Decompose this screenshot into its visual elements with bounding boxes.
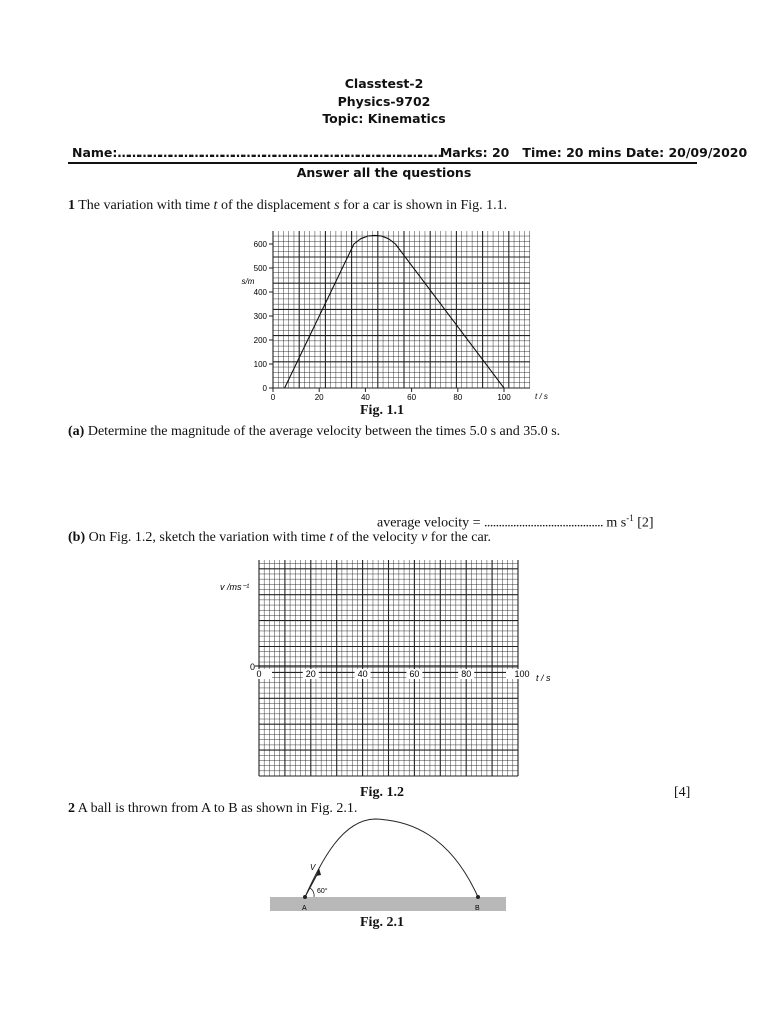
part-a-label: (a) — [68, 424, 85, 439]
x-tick-label: 60 — [407, 393, 417, 402]
q1-stem-text-a: The variation with time — [78, 198, 211, 213]
y-tick-label: 300 — [253, 312, 267, 321]
subject-title: Physics-9702 — [337, 94, 431, 109]
q2-number: 2 — [68, 801, 75, 816]
trajectory — [305, 819, 478, 897]
topic-title: Topic: Kinematics — [322, 111, 446, 126]
fig-1-1-caption: Fig. 1.1 — [360, 403, 404, 418]
y-axis-label: v /ms⁻¹ — [220, 582, 250, 592]
part-b-text-b: of the velocity — [336, 530, 418, 545]
fig-2-1-diagram — [260, 812, 515, 917]
part-b-marks: [4] — [674, 785, 691, 800]
name-label: Name: — [72, 145, 118, 160]
y-tick-label: 0 — [262, 384, 267, 393]
x-tick-label: 20 — [314, 393, 324, 402]
instruction: Answer all the questions — [296, 165, 472, 180]
fig-2-1-caption: Fig. 2.1 — [360, 915, 404, 930]
q2-stem-text: A ball is thrown from A to B as shown in Fig. 2.1. — [77, 801, 358, 816]
y-tick-label: 500 — [253, 264, 267, 273]
time-label: Time: 20 mins — [522, 145, 622, 160]
label-a: A — [302, 905, 307, 912]
y-axis-label: s/m — [241, 277, 255, 286]
x-tick-label: 80 — [461, 669, 472, 679]
fig-1-2-chart — [210, 555, 565, 780]
x-tick-label: 40 — [360, 393, 370, 402]
answer-dots: ......................................... — [484, 515, 603, 531]
x-tick-label: 100 — [497, 393, 511, 402]
marks-label: Marks: 20 — [439, 145, 510, 160]
x-tick-label: 40 — [357, 669, 368, 679]
fig-1-1-chart — [225, 225, 548, 405]
q1-stem — [68, 198, 507, 214]
part-a-text: Determine the magnitude of the average velocity between the times 5.0 s and 35.0 s. — [87, 424, 561, 439]
answer-marks: [2] — [637, 515, 654, 531]
y-tick-label: 200 — [253, 336, 267, 345]
q1-stem-t: t — [213, 198, 218, 213]
test-title: Classtest-2 — [344, 76, 424, 91]
q1-number: 1 — [68, 198, 75, 213]
q1-stem-text-c: for a car is shown in Fig. 1.1. — [343, 198, 508, 213]
x-tick-label: 0 — [270, 393, 276, 402]
part-b-text-c: for the car. — [430, 530, 492, 545]
part-b-label: (b) — [68, 530, 86, 545]
label-b: B — [475, 905, 480, 912]
name-dots: ………………………………………………………………………………… — [117, 145, 440, 160]
fig-1-2-marks — [220, 582, 551, 683]
series-line — [285, 235, 504, 388]
label-v: V — [310, 863, 316, 872]
fig-1-1-grid — [273, 231, 530, 388]
header-rule — [68, 162, 697, 164]
meta-line — [72, 145, 748, 160]
x-axis-label: t / s — [535, 392, 548, 401]
x-tick-label: 20 — [305, 669, 316, 679]
answer-line — [377, 513, 654, 532]
part-b-text-a: On Fig. 1.2, sketch the variation with time — [88, 530, 326, 545]
x-tick-label: 100 — [514, 669, 530, 679]
y-tick-label: 600 — [253, 240, 267, 249]
x-tick-label: 80 — [453, 393, 463, 402]
point-a — [303, 895, 307, 899]
x-tick-label: 0 — [256, 669, 262, 679]
fig-1-2-grid — [259, 560, 518, 776]
y-tick-label: 400 — [253, 288, 267, 297]
x-axis-label: t / s — [536, 673, 551, 683]
x-tick-label: 60 — [409, 669, 420, 679]
label-angle: 60° — [317, 888, 328, 895]
part-b-v: v — [421, 530, 428, 545]
angle-arc — [310, 888, 314, 897]
fig-1-1-marks — [242, 235, 548, 402]
q1-stem-s: s — [334, 198, 340, 213]
answer-label: average velocity = — [377, 515, 481, 531]
y-tick-label: 100 — [253, 360, 267, 369]
point-b — [476, 895, 480, 899]
part-b-t: t — [329, 530, 334, 545]
answer-unit: m s — [606, 515, 627, 531]
date-label: Date: 20/09/2020 — [625, 145, 748, 160]
q1-part-b — [68, 530, 491, 546]
y-tick-label: 0 — [249, 662, 255, 672]
q1-part-a — [68, 424, 560, 440]
fig-1-2-caption: Fig. 1.2 — [360, 785, 404, 800]
q1-stem-text-b: of the displacement — [220, 198, 331, 213]
answer-unit-exp: -1 — [626, 513, 634, 523]
